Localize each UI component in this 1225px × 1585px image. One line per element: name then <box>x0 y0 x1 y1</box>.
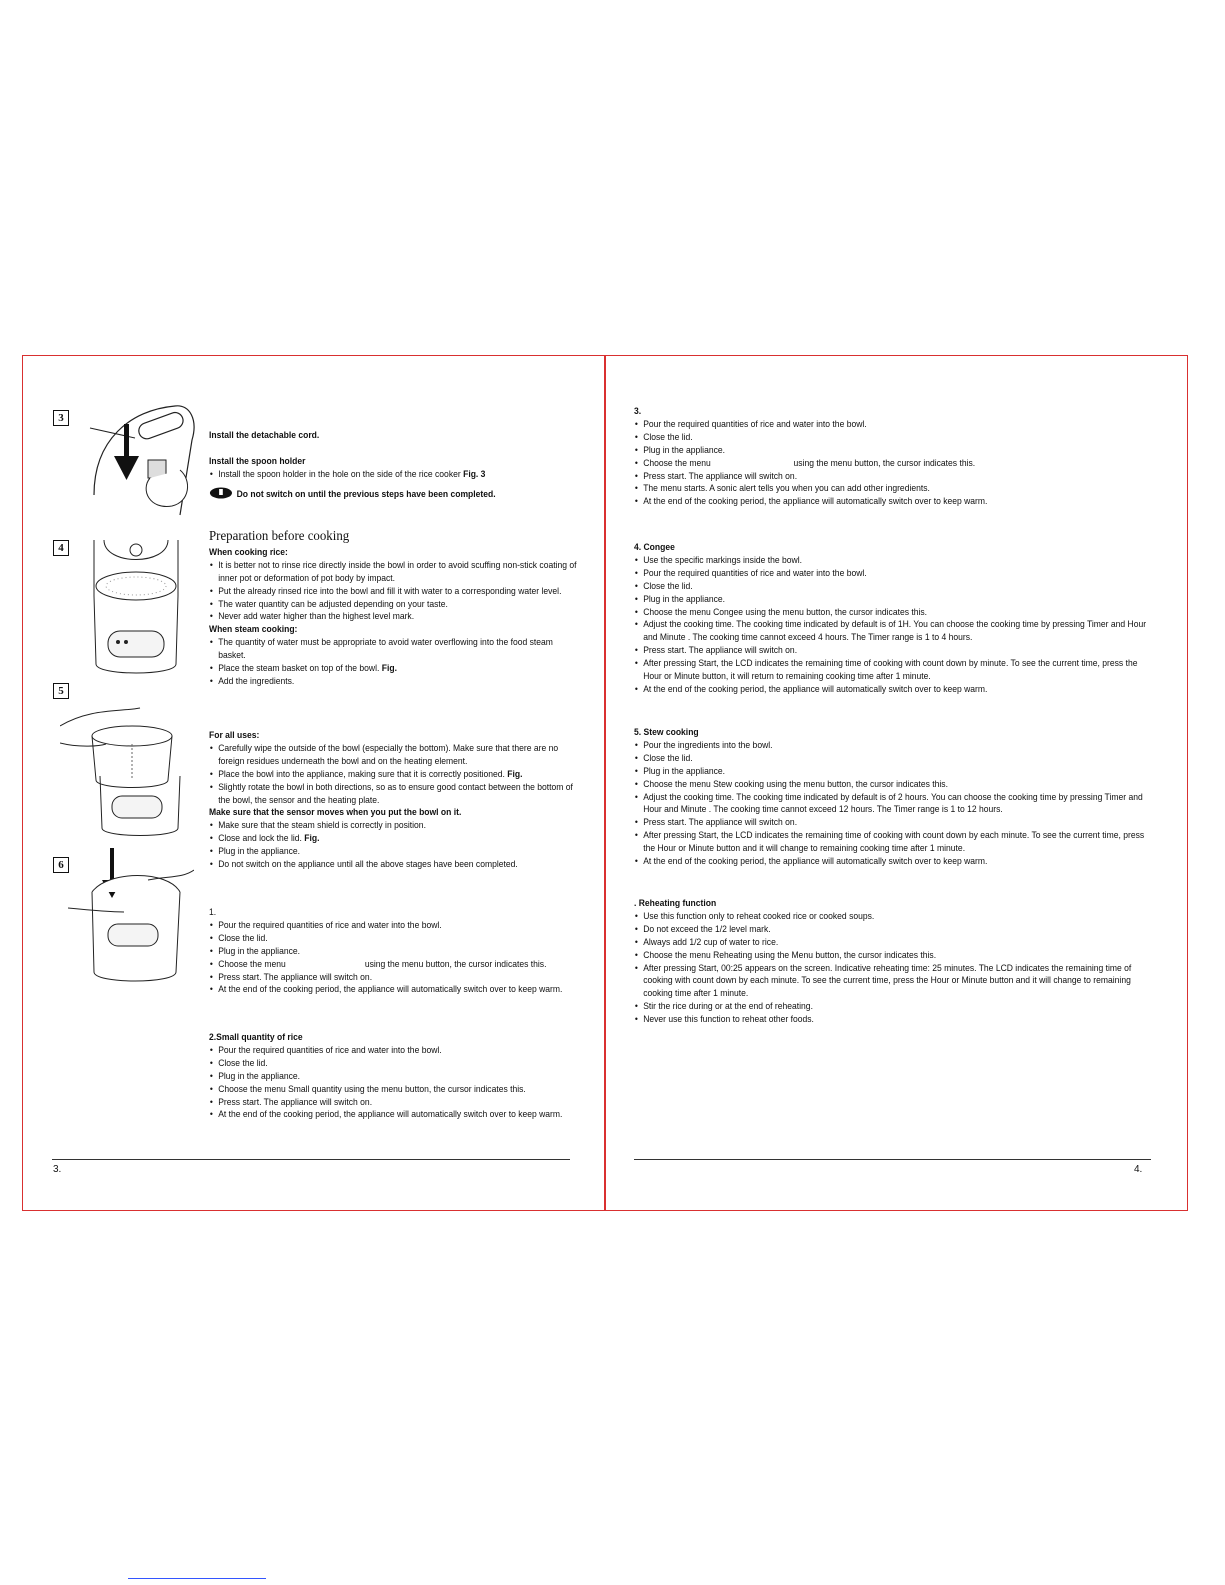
all-uses-heading: For all uses: <box>209 730 260 740</box>
list-item: • Add the ingredients. <box>209 675 577 688</box>
list-item: • Plug in the appliance. <box>634 444 1154 457</box>
list-item: • Close the lid. <box>209 932 577 945</box>
list-item: • Stir the rice during or at the end of reheating. <box>634 1000 1154 1013</box>
footer-rule <box>634 1159 1151 1160</box>
list-item: • After pressing Start, the LCD indicates the remaining time of cooking with count down by each minute. To see the current time, press the Hour or Minute button and it will change to remaining cooking time after 1 minute. <box>634 829 1154 855</box>
section-3-heading: 3. <box>634 406 642 416</box>
page-title: Preparation before cooking <box>209 529 350 544</box>
list-item: • Pour the required quantities of rice and water into the bowl. <box>209 1044 577 1057</box>
page-number: 3. <box>53 1164 62 1175</box>
figure-number-6: 6 <box>53 857 69 873</box>
section-4-heading: 4. Congee <box>634 542 675 552</box>
section-5-list <box>634 739 1154 868</box>
list-item: • At the end of the cooking period, the appliance will automatically switch over to keep warm. <box>634 683 1154 696</box>
list-item: • Never use this function to reheat other foods. <box>634 1013 1154 1026</box>
sensor-list <box>209 819 577 871</box>
list-item: • At the end of the cooking period, the appliance will automatically switch over to keep warm. <box>634 855 1154 868</box>
list-item: • At the end of the cooking period, the appliance will automatically switch over to keep warm. <box>209 983 577 996</box>
bowl-placement-illustration <box>60 688 190 838</box>
list-item: • Never add water higher than the highest level mark. <box>209 610 577 623</box>
section-2-heading: 2.Small quantity of rice <box>209 1032 303 1042</box>
section-3 <box>634 405 1154 508</box>
steam-heading: When steam cooking: <box>209 624 298 635</box>
rice-cooker-cord-illustration <box>80 400 200 530</box>
install-section <box>209 429 577 501</box>
list-item: • Choose the menu Congee using the menu button, the cursor indicates this. <box>634 606 1154 619</box>
open-rice-cooker-illustration <box>86 536 186 686</box>
figure-number-3: 3 <box>53 410 69 426</box>
list-item: • Use the specific markings inside the bowl. <box>634 554 1154 567</box>
list-item: • Pour the required quantities of rice and water into the bowl. <box>634 418 1154 431</box>
list-item: • Press start. The appliance will switch on. <box>634 644 1154 657</box>
steam-list <box>209 636 577 688</box>
list-item: • The quantity of water must be appropriate to avoid water overflowing into the food steam basket. <box>209 636 577 662</box>
list-item: • At the end of the cooking period, the appliance will automatically switch over to keep warm. <box>209 1108 577 1121</box>
all-uses-section <box>209 729 577 871</box>
list-item: • Always add 1/2 cup of water to rice. <box>634 936 1154 949</box>
spoon-holder-heading: Install the spoon holder <box>209 455 306 466</box>
list-item: • Choose the menu using the menu button, the cursor indicates this. <box>634 457 1154 470</box>
section-4-list <box>634 554 1154 696</box>
list-item: • Close the lid. <box>634 431 1154 444</box>
section-3-list <box>634 418 1154 508</box>
page-number: 4. <box>1134 1164 1143 1175</box>
list-item: • Close the lid. <box>634 580 1154 593</box>
reheating-list <box>634 910 1154 1026</box>
section-5-heading: 5. Stew cooking <box>634 727 699 737</box>
list-item: • Press start. The appliance will switch on. <box>209 971 577 984</box>
list-item: • Do not exceed the 1/2 level mark. <box>634 923 1154 936</box>
list-item: • After pressing Start, 00:25 appears on the screen. Indicative reheating time: 25 minutes. The LCD indicates the remaining time of cooking with count down by each minute. To see the current time, press the Hour or Minute button and it will change to remaining cooking time after 1 minute. <box>634 962 1154 1001</box>
list-item: • Plug in the appliance. <box>209 1070 577 1083</box>
list-item: • Do not switch on the appliance until all the above stages have been completed. <box>209 858 577 871</box>
list-item: • It is better not to rinse rice directly inside the bowl in order to avoid scuffing non-stick coating of inner pot or deformation of pot body by impact. <box>209 559 577 585</box>
list-item: • Pour the required quantities of rice and water into the bowl. <box>209 919 577 932</box>
section-1 <box>209 906 577 996</box>
section-reheating <box>634 897 1154 1026</box>
sensor-heading: Make sure that the sensor moves when you put the bowl on it. <box>209 807 462 818</box>
list-item: • Plug in the appliance. <box>209 845 577 858</box>
preparation-section <box>209 531 577 688</box>
list-item: • Press start. The appliance will switch on. <box>209 1096 577 1109</box>
list-item: • Choose the menu Stew cooking using the menu button, the cursor indicates this. <box>634 778 1154 791</box>
link-underline <box>128 1578 266 1579</box>
rice-heading: When cooking rice: <box>209 546 288 557</box>
section-2 <box>209 1031 577 1121</box>
footer-rule <box>52 1159 570 1160</box>
list-item: • Close and lock the lid. Fig. <box>209 832 577 845</box>
list-item: • Use this function only to reheat cooked rice or cooked soups. <box>634 910 1154 923</box>
list-item: • Pour the required quantities of rice and water into the bowl. <box>634 567 1154 580</box>
list-item: • Choose the menu using the menu button, the cursor indicates this. <box>209 958 577 971</box>
section-1-list <box>209 919 577 996</box>
list-item: • Pour the ingredients into the bowl. <box>634 739 1154 752</box>
list-item: • Choose the menu Small quantity using the menu button, the cursor indicates this. <box>209 1083 577 1096</box>
install-cord-heading: Install the detachable cord. <box>209 430 320 440</box>
all-uses-list <box>209 742 577 807</box>
list-item: • After pressing Start, the LCD indicates the remaining time of cooking with count down by minute. To see the current time, press the Hour or Minute button, it will return to remaining cooking time after 1 minute. <box>634 657 1154 683</box>
list-item: • Slightly rotate the bowl in both directions, so as to ensure good contact between the bottom of the bowl, the sensor and the heating plate. <box>209 781 577 807</box>
list-item: • The water quantity can be adjusted depending on your taste. <box>209 598 577 611</box>
list-item: • Plug in the appliance. <box>209 945 577 958</box>
list-item: • Press start. The appliance will switch on. <box>634 816 1154 829</box>
list-item: • Plug in the appliance. <box>634 593 1154 606</box>
list-item: • Adjust the cooking time. The cooking time indicated by default is of 1H. You can choose the cooking time by pressing Timer and Hour and Minute . The cooking time cannot exceed 4 hours. The Timer range is 1 to 4 hours. <box>634 618 1154 644</box>
list-item: • At the end of the cooking period, the appliance will automatically switch over to keep warm. <box>634 495 1154 508</box>
section-5 <box>634 726 1154 868</box>
list-item: • Carefully wipe the outside of the bowl (especially the bottom). Make sure that there are no foreign residues underneath the bowl and on the heating element. <box>209 742 577 768</box>
list-item: • Place the bowl into the appliance, making sure that it is correctly positioned. Fig. <box>209 768 577 781</box>
list-item: • Put the already rinsed rice into the bowl and fill it with water to a corresponding water level. <box>209 585 577 598</box>
rice-list <box>209 559 577 624</box>
list-item: • Install the spoon holder in the hole on the side of the rice cooker Fig. 3 <box>209 468 577 481</box>
reheating-heading: . Reheating function <box>634 898 717 908</box>
section-4 <box>634 541 1154 696</box>
spoon-holder-list <box>209 468 577 481</box>
lid-closing-illustration <box>68 848 194 988</box>
section-1-heading: 1. <box>209 907 217 917</box>
figure-number-4: 4 <box>53 540 69 556</box>
section-2-list <box>209 1044 577 1121</box>
list-item: • Adjust the cooking time. The cooking time indicated by default is of 2 hours. You can choose the cooking time by pressing Timer and Hour and Minute . The cooking time cannot exceed 12 hours. The Timer range is 1 to 12 hours. <box>634 791 1154 817</box>
warning-note: Do not switch on until the previous steps have been completed. <box>209 487 577 501</box>
list-item: • Press start. The appliance will switch on. <box>634 470 1154 483</box>
page-divider <box>604 355 606 1211</box>
list-item: • The menu starts. A sonic alert tells you when you can add other ingredients. <box>634 482 1154 495</box>
list-item: • Plug in the appliance. <box>634 765 1154 778</box>
list-item: • Place the steam basket on top of the bowl. Fig. <box>209 662 577 675</box>
list-item: • Choose the menu Reheating using the Menu button, the cursor indicates this. <box>634 949 1154 962</box>
list-item: • Close the lid. <box>209 1057 577 1070</box>
figure-number-5: 5 <box>53 683 69 699</box>
list-item: • Make sure that the steam shield is correctly in position. <box>209 819 577 832</box>
list-item: • Close the lid. <box>634 752 1154 765</box>
hand-pointer-icon <box>209 487 233 499</box>
